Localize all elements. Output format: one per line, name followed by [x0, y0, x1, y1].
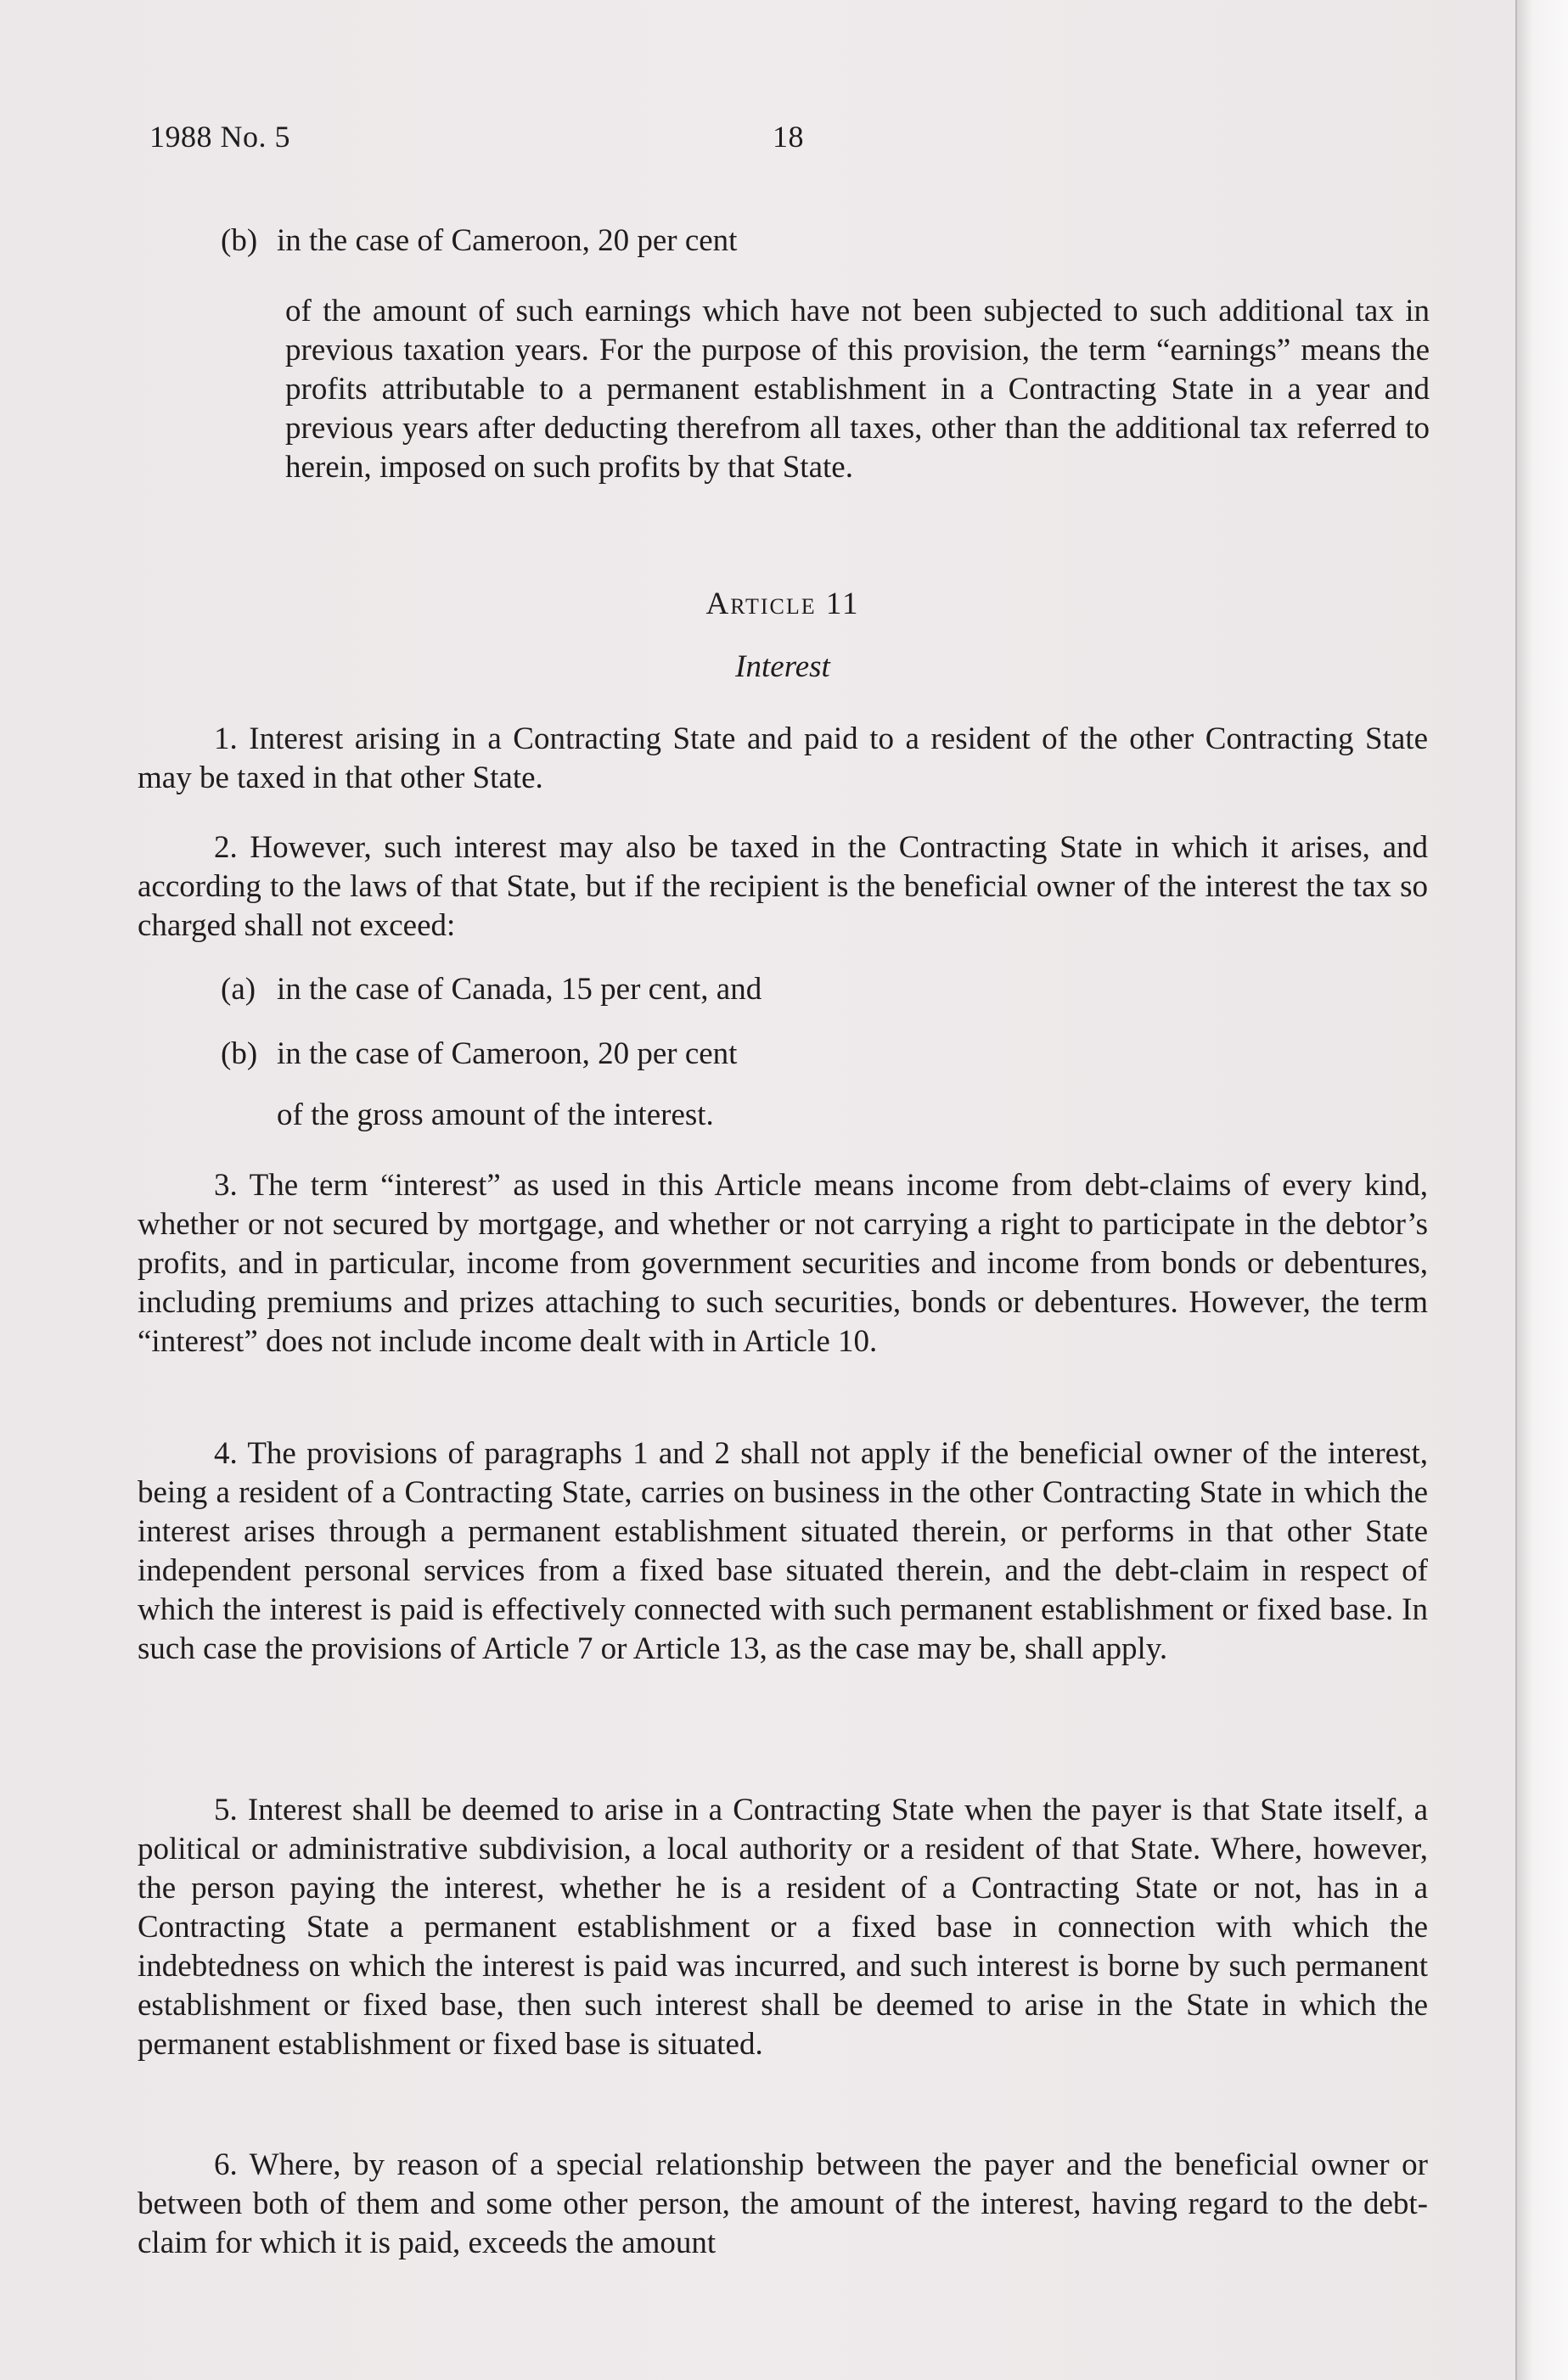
- paragraph-6: [138, 2146, 1428, 2263]
- paragraph-text: 2. However, such interest may also be taxed in the Contracting State in which it arises, and according to the laws of that State, but if the recipient is the beneficial owner of the interest the tax so charged shall not exceed:: [138, 830, 1428, 943]
- paragraph-5: [138, 1791, 1428, 2064]
- item-label: (a): [221, 972, 256, 1007]
- paragraph-text: 5. Interest shall be deemed to arise in a Contracting State when the payer is that State itself, a political or administrative subdivision, a local authority or a resident of that State. Where, however, the person paying the interest, whether he is a resident of a Contracting State or not, has in a Contracting State a permanent establishment or a fixed base in connection with which the indebtedness on which the interest is paid was incurred, and such interest is borne by such permanent establishment or fixed base, then such interest shall be deemed to arise in the State in which the permanent establishment or fixed base is situated.: [138, 1793, 1428, 2062]
- paragraph-text: 6. Where, by reason of a special relationship between the payer and the beneficial owner or between both of them and some other person, the amount of the interest, having regard to the debt-claim for which it is paid, exceeds the amount: [138, 2147, 1428, 2260]
- para2-item-a: [221, 971, 762, 1008]
- year-number: 1988 No. 5: [149, 120, 290, 154]
- item-label: (b): [221, 223, 258, 258]
- paragraph-4: [138, 1434, 1428, 1669]
- page-edge: [1515, 0, 1568, 2380]
- article10-continuation: [285, 292, 1430, 487]
- article10-item-b: [221, 222, 737, 259]
- paragraph-text: 4. The provisions of paragraphs 1 and 2 shall not apply if the beneficial owner of the interest, being a resident of a Contracting State, carries on business in the other Contracting State in which the interest arises through a permanent establishment situated therein, or performs in that other State independent personal services from a fixed base situated therein, and the debt-claim in respect of which the interest is paid is effectively connected with such permanent establishment or fixed base. In such case the provisions of Article 7 or Article 13, as the case may be, shall apply.: [138, 1436, 1428, 1666]
- item-text: in the case of Canada, 15 per cent, and: [277, 972, 762, 1007]
- paragraph-2: [138, 828, 1428, 946]
- paragraph-3: [138, 1166, 1428, 1361]
- item-text: in the case of Cameroon, 20 per cent: [277, 1036, 738, 1071]
- paragraph-text: 1. Interest arising in a Contracting State and paid to a resident of the other Contracting State may be taxed in that other State.: [138, 721, 1428, 795]
- para2-item-b-continuation: of the gross amount of the interest.: [277, 1097, 714, 1132]
- page-number: 18: [773, 120, 804, 154]
- paragraph-text: 3. The term “interest” as used in this Article means income from debt-claims of every kind, whether or not secured by mortgage, and whether or not carrying a right to participate in the debtor’s profits, and in particular, income from government securities and income from bonds or debentures, including premiums and prizes attaching to such securities, bonds or debentures. However, the term “interest” does not include income dealt with in Article 10.: [138, 1168, 1428, 1359]
- item-text: in the case of Cameroon, 20 per cent: [277, 223, 738, 258]
- para2-item-b: [221, 1036, 737, 1072]
- article-subheading: Interest: [735, 649, 830, 684]
- article-heading: Article 11: [705, 587, 860, 621]
- paragraph-1: [138, 720, 1428, 798]
- item-label: (b): [221, 1036, 258, 1071]
- continuation-text: of the amount of such earnings which have not been subjected to such additional tax in previous taxation years. For the purpose of this provision, the term “earnings” means the profits attributable to a permanent establishment in a Contracting State in a year and previous years after deducting therefrom all taxes, other than the additional tax referred to herein, imposed on such profits by that State.: [285, 294, 1430, 485]
